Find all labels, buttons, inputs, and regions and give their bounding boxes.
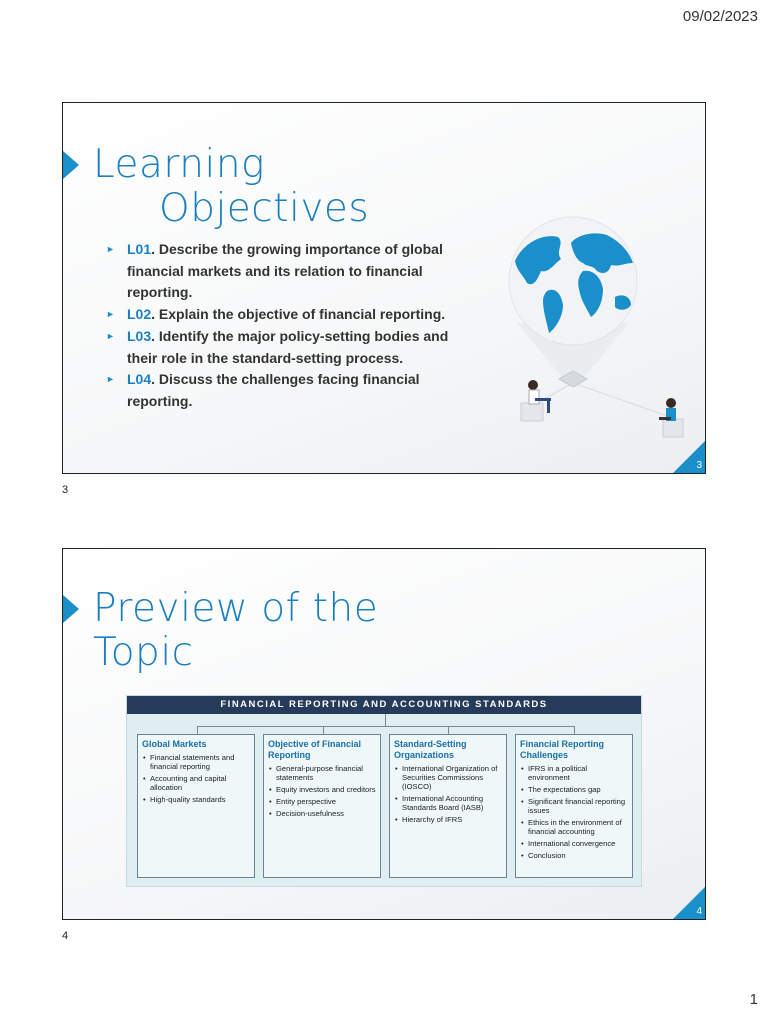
slide-title bbox=[93, 143, 369, 231]
bullet-triangle-icon: ► bbox=[106, 330, 115, 341]
diagram-box-challenges bbox=[515, 734, 633, 878]
box-item: • High-quality standards bbox=[142, 795, 250, 804]
objective-code: L01 bbox=[127, 241, 152, 257]
connector-line bbox=[323, 726, 324, 734]
slide-corner-number: 3 bbox=[696, 460, 702, 471]
slide-learning-objectives bbox=[62, 102, 706, 474]
box-item: • International Organization of Securities Commissions (IOSCO) bbox=[394, 764, 502, 791]
box-item: • International convergence bbox=[520, 839, 628, 848]
objective-item bbox=[106, 326, 476, 369]
title-line-1: Learning bbox=[93, 142, 265, 187]
box-title: Global Markets bbox=[142, 739, 207, 749]
globe-icon bbox=[503, 213, 703, 453]
triangle-accent-icon bbox=[63, 151, 79, 179]
objective-code: L02 bbox=[127, 306, 152, 323]
box-item: • Entity perspective bbox=[268, 797, 376, 806]
connector-line bbox=[574, 726, 575, 734]
box-title: Financial Reporting Challenges bbox=[520, 739, 605, 760]
box-item: • Significant financial reporting issues bbox=[520, 797, 628, 815]
objective-item bbox=[106, 239, 476, 304]
globe-illustration bbox=[503, 213, 703, 453]
objective-code: L03 bbox=[127, 327, 152, 344]
objectives-list bbox=[106, 239, 476, 413]
objective-text: . Explain the objective of financial reporting. bbox=[151, 306, 446, 323]
objective-text: . Discuss the challenges facing financial reporting. bbox=[127, 371, 420, 409]
diagram-heading: FINANCIAL REPORTING AND ACCOUNTING STANDARDS bbox=[127, 696, 641, 714]
box-item: • Hierarchy of IFRS bbox=[394, 815, 502, 824]
box-item: • Equity investors and creditors bbox=[268, 785, 376, 794]
slide-title bbox=[93, 587, 378, 675]
box-item: • IFRS in a political environment bbox=[520, 764, 628, 782]
slide-corner-number: 4 bbox=[696, 906, 702, 917]
slide-label: 4 bbox=[62, 930, 69, 942]
objective-item bbox=[106, 304, 476, 326]
connector-line bbox=[197, 726, 574, 727]
diagram-box-standard-setting bbox=[389, 734, 507, 878]
connector-line bbox=[448, 726, 449, 734]
objective-item bbox=[106, 369, 476, 412]
slide-label: 3 bbox=[62, 484, 69, 496]
diagram-box-objective bbox=[263, 734, 381, 878]
title-line-2: Objectives bbox=[159, 186, 370, 231]
bullet-triangle-icon: ► bbox=[106, 309, 115, 320]
bullet-triangle-icon: ► bbox=[106, 374, 115, 385]
box-title: Objective of Financial Reporting bbox=[268, 739, 362, 760]
box-item: • Decision-usefulness bbox=[268, 809, 376, 818]
connector-line bbox=[197, 726, 198, 734]
connector-line bbox=[385, 714, 386, 726]
objective-text: . Identify the major policy-setting bodies and their role in the standard-setting process. bbox=[127, 327, 449, 366]
triangle-accent-icon bbox=[63, 595, 79, 623]
box-item: • Conclusion bbox=[520, 851, 628, 860]
bullet-triangle-icon: ► bbox=[106, 244, 115, 254]
slide-preview-topic bbox=[62, 548, 706, 920]
topic-diagram bbox=[126, 695, 642, 887]
box-title: Standard-Setting Organizations bbox=[394, 739, 467, 760]
box-item: • Ethics in the environment of financial accounting bbox=[520, 818, 628, 836]
page-number: 1 bbox=[749, 991, 758, 1008]
diagram-box-global-markets bbox=[137, 734, 255, 878]
box-item: • International Accounting Standards Board (IASB) bbox=[394, 794, 502, 812]
box-item: • Financial statements and financial reporting bbox=[142, 753, 250, 771]
objective-text: . Describe the growing importance of global financial markets and its relation to financial reporting. bbox=[127, 241, 443, 301]
box-item: • General-purpose financial statements bbox=[268, 764, 376, 782]
print-date: 09/02/2023 bbox=[682, 8, 758, 25]
title-line-2: Topic bbox=[93, 630, 194, 675]
box-item: • The expectations gap bbox=[520, 785, 628, 794]
box-item: • Accounting and capital allocation bbox=[142, 774, 250, 792]
title-line-1: Preview of the bbox=[93, 586, 379, 631]
objective-code: L04 bbox=[127, 371, 152, 388]
